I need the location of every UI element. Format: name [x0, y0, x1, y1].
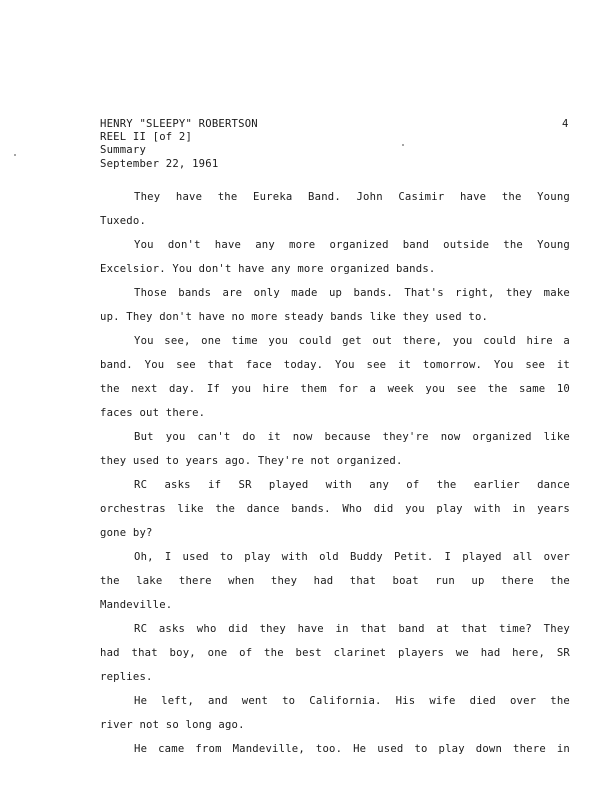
- text-line: He came from Mandeville, too. He used to play down there in: [134, 743, 570, 755]
- scan-speck: [14, 154, 16, 156]
- text-line: You don't have any more organized band outside the Young: [134, 239, 570, 251]
- text-line: Those bands are only made up bands. That's right, they make: [134, 287, 570, 299]
- page-number: 4: [562, 118, 569, 130]
- text-line: They have the Eureka Band. John Casimir have the Young: [134, 191, 570, 203]
- scan-speck: [402, 144, 404, 146]
- text-line: they used to years ago. They're not organized.: [100, 455, 403, 467]
- text-line: Mandeville.: [100, 599, 173, 611]
- text-line: Excelsior. You don't have any more organized bands.: [100, 263, 436, 275]
- text-line: faces out there.: [100, 407, 206, 419]
- reel-info: REEL II [of 2]: [100, 131, 193, 144]
- text-line: the next day. If you hire them for a week you see the same 10: [100, 383, 570, 395]
- text-line: river not so long ago.: [100, 719, 245, 731]
- text-line: up. They don't have no more steady bands like they used to.: [100, 311, 489, 323]
- text-line: had that boy, one of the best clarinet players we had here, SR: [100, 647, 570, 659]
- text-line: You see, one time you could get out there, you could hire a: [134, 335, 570, 347]
- interviewee-name: HENRY "SLEEPY" ROBERTSON: [100, 118, 258, 130]
- text-line: Oh, I used to play with old Buddy Petit. I played all over: [134, 551, 570, 563]
- document-type: Summary: [100, 144, 147, 157]
- text-line: band. You see that face today. You see it tomorrow. You see it: [100, 359, 570, 371]
- text-line: He left, and went to California. His wife died over the: [134, 695, 570, 707]
- text-line: replies.: [100, 671, 153, 683]
- text-line: RC asks if SR played with any of the earlier dance: [134, 479, 570, 491]
- text-line: orchestras like the dance bands. Who did you play with in years: [100, 503, 570, 515]
- text-line: the lake there when they had that boat run up there the: [100, 575, 570, 587]
- text-line: gone by?: [100, 527, 153, 539]
- transcript-body: [100, 190, 570, 766]
- text-line: Tuxedo.: [100, 215, 147, 227]
- interview-date: September 22, 1961: [100, 157, 219, 170]
- document-header: [100, 118, 258, 171]
- text-line: But you can't do it now because they're now organized like: [134, 431, 570, 443]
- text-line: RC asks who did they have in that band at that time? They: [134, 623, 570, 635]
